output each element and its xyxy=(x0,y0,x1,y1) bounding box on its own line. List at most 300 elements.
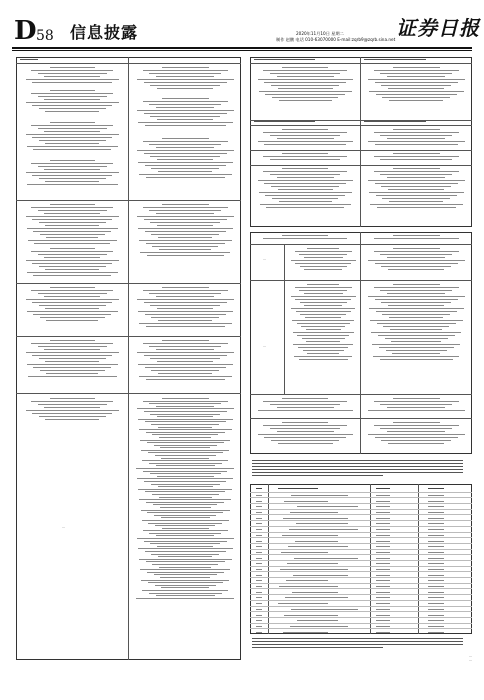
fine-print-line xyxy=(157,225,213,226)
table-cell-text xyxy=(376,592,390,593)
right-top-col-divider xyxy=(360,57,361,227)
fine-print-line xyxy=(31,93,113,94)
fine-print-line xyxy=(381,186,451,187)
fine-print-line xyxy=(137,299,234,300)
left-row-divider-2 xyxy=(16,200,241,201)
fine-print-line xyxy=(279,100,332,101)
fine-print-line xyxy=(368,260,465,261)
table-cell-text xyxy=(256,501,262,502)
fine-print-block xyxy=(22,398,122,422)
fine-print-line xyxy=(151,370,219,371)
fine-print-line xyxy=(44,296,100,297)
table-cell-text xyxy=(376,541,390,542)
fine-print-line xyxy=(292,320,354,321)
table-cell-text xyxy=(256,546,262,547)
fine-print-line xyxy=(32,105,112,106)
fine-print-line xyxy=(151,424,219,425)
fine-print-line xyxy=(145,165,226,166)
table-cell-text xyxy=(376,552,390,553)
table-cell-text xyxy=(279,586,338,587)
table-cell-text xyxy=(256,495,262,496)
table-cell-text xyxy=(376,575,390,576)
table-row xyxy=(250,628,472,635)
table-cell-text xyxy=(256,541,262,542)
fine-print-line xyxy=(27,184,118,185)
table-cell-text xyxy=(376,488,390,489)
fine-print-line xyxy=(307,353,339,354)
table-cell-text xyxy=(376,632,390,633)
notice-paragraph-lines xyxy=(252,460,470,478)
fine-print-line xyxy=(263,425,347,426)
fine-print-line xyxy=(137,478,233,479)
fine-print-line xyxy=(152,494,219,495)
fine-print-line xyxy=(376,94,457,95)
fine-print-line xyxy=(146,379,225,380)
fine-print-line xyxy=(39,305,106,306)
fine-print-line xyxy=(386,350,447,351)
table-cell-text xyxy=(296,523,348,524)
fine-print-line xyxy=(282,422,328,423)
fine-print-line xyxy=(31,125,113,126)
fine-print-line xyxy=(147,512,223,513)
table-cell-text xyxy=(256,558,262,559)
table-cell-text xyxy=(256,592,262,593)
fine-print-block xyxy=(254,129,356,147)
fine-print-line xyxy=(28,240,117,241)
fine-print-line xyxy=(382,314,450,315)
fine-print-line xyxy=(277,138,334,139)
fine-print-line xyxy=(38,254,107,255)
fine-print-line xyxy=(33,275,111,276)
table-cell-text xyxy=(256,523,262,524)
fine-print-line xyxy=(32,263,112,264)
table-cell-text xyxy=(428,620,444,621)
fine-print-line xyxy=(388,305,444,306)
fine-print-line xyxy=(254,121,315,122)
fine-print-line xyxy=(277,407,334,408)
fine-print-line xyxy=(382,97,450,98)
fine-print-line xyxy=(252,647,383,648)
fine-print-line xyxy=(152,246,218,247)
fine-print-line xyxy=(139,174,232,175)
table-cell-text xyxy=(428,603,444,604)
fine-print-line xyxy=(375,82,458,83)
fine-print-line xyxy=(158,373,212,374)
fine-print-line xyxy=(150,414,220,415)
fine-print-line xyxy=(272,97,338,98)
fine-print-block xyxy=(133,138,237,180)
fine-print-block xyxy=(364,422,468,446)
right-end-label: ... xyxy=(263,345,266,348)
fine-print-line xyxy=(392,353,440,354)
right-top-row-1 xyxy=(250,63,472,64)
fine-print-line xyxy=(150,543,220,544)
fine-print-block xyxy=(364,248,468,272)
table-cell-text xyxy=(428,609,444,610)
fine-print-line xyxy=(38,166,107,167)
fine-print-line xyxy=(264,82,346,83)
fine-print-block xyxy=(133,287,237,329)
fine-print-line xyxy=(158,556,212,557)
fine-print-line xyxy=(270,135,340,136)
table-cell-text xyxy=(256,535,262,536)
fine-print-line xyxy=(374,251,459,252)
fine-print-line xyxy=(387,293,445,294)
table-cell-text xyxy=(428,586,444,587)
table-cell-text xyxy=(428,488,444,489)
fine-print-line xyxy=(291,308,355,309)
table-cell-text xyxy=(428,529,444,530)
fine-print-block xyxy=(22,340,122,379)
table-cell-text xyxy=(256,586,262,587)
fine-print-line xyxy=(300,302,347,303)
right-mid-row-2 xyxy=(250,280,472,281)
fine-print-line xyxy=(33,231,111,232)
table-cell-text xyxy=(376,535,390,536)
fine-print-line xyxy=(33,314,111,315)
fine-print-line xyxy=(144,302,227,303)
table-cell-text xyxy=(428,535,444,536)
fine-print-line xyxy=(26,172,119,173)
fine-print-line xyxy=(136,468,234,469)
fine-print-line xyxy=(150,473,221,474)
fine-print-line xyxy=(161,458,209,459)
right-mid-row-3 xyxy=(250,394,472,395)
fine-print-line xyxy=(150,116,220,117)
signoff xyxy=(380,654,472,662)
fine-print-line xyxy=(263,156,347,157)
fine-print-line xyxy=(137,538,234,539)
fine-print-line xyxy=(143,290,228,291)
fine-print-line xyxy=(374,287,459,288)
table-cell-text xyxy=(428,592,444,593)
fine-print-line xyxy=(31,401,113,402)
fine-print-line xyxy=(140,569,230,570)
fine-print-line xyxy=(26,79,119,80)
fine-print-line xyxy=(145,551,226,552)
fine-print-line xyxy=(150,156,220,157)
fine-print-line xyxy=(45,419,99,420)
table-cell-text xyxy=(428,569,444,570)
fine-print-line xyxy=(374,171,459,172)
fine-print-line xyxy=(151,317,219,318)
section-title: 信息披露 xyxy=(70,23,139,42)
fine-print-line xyxy=(142,590,228,591)
fine-print-line xyxy=(44,213,100,214)
fine-print-line xyxy=(279,201,332,202)
fine-print-line xyxy=(299,290,347,291)
fine-print-line xyxy=(28,376,117,377)
fine-print-line xyxy=(254,59,315,60)
left-header xyxy=(20,59,50,61)
fine-print-line xyxy=(40,370,105,371)
fine-print-line xyxy=(148,523,222,524)
fine-print-line xyxy=(291,296,356,297)
fine-print-line xyxy=(374,156,459,157)
fine-print-line xyxy=(375,263,458,264)
fine-print-line xyxy=(252,463,463,464)
fine-print-line xyxy=(364,121,426,122)
fine-print-line xyxy=(156,213,214,214)
footer-paragraph-lines xyxy=(252,638,470,650)
fine-print-line xyxy=(149,463,222,464)
fine-print-line xyxy=(145,314,226,315)
table-cell-text xyxy=(284,615,338,616)
fine-print-line xyxy=(148,582,223,583)
fine-print-line xyxy=(144,541,227,542)
fine-print-line xyxy=(263,132,347,133)
table-cell-text xyxy=(256,597,262,598)
fine-print-line xyxy=(139,499,231,500)
fine-print-line xyxy=(143,530,228,531)
fine-print-line xyxy=(272,198,338,199)
fine-print-line xyxy=(295,299,351,300)
fine-print-line xyxy=(370,320,463,321)
fine-print-line xyxy=(372,344,460,345)
fine-print-line xyxy=(31,343,113,344)
fine-print-block xyxy=(22,248,122,278)
table-cell-text xyxy=(295,541,338,542)
table-cell-text xyxy=(280,569,348,570)
fine-print-block xyxy=(133,98,237,128)
fine-print-line xyxy=(264,437,346,438)
fine-print-line xyxy=(387,177,445,178)
fine-print-line xyxy=(299,254,347,255)
table-cell-text xyxy=(376,615,390,616)
fine-print-line xyxy=(307,248,339,249)
fine-print-line xyxy=(380,254,452,255)
fine-print-line xyxy=(26,299,119,300)
table-cell-text xyxy=(376,518,390,519)
fine-print-line xyxy=(263,401,347,402)
table-cell-text xyxy=(376,501,390,502)
fine-print-line xyxy=(140,252,230,253)
fine-print-line xyxy=(139,376,232,377)
fine-print-block xyxy=(364,284,468,362)
fine-print-line xyxy=(300,266,347,267)
fine-print-block xyxy=(364,67,468,103)
fine-print-line xyxy=(39,222,106,223)
fine-print-line xyxy=(270,73,340,74)
fine-print-line xyxy=(364,59,426,60)
fine-print-line xyxy=(282,153,328,154)
fine-print-line xyxy=(160,447,210,448)
table-cell-text xyxy=(376,609,390,610)
fine-print-line xyxy=(155,455,216,456)
fine-print-line xyxy=(259,192,352,193)
fine-print-line xyxy=(252,466,463,467)
table-cell-text xyxy=(256,518,262,519)
contact-line: 制作 赵鹏 电话 010-63070000 E-mail:zqrb9@zqrb.sina.net xyxy=(276,37,396,42)
fine-print-line xyxy=(381,302,451,303)
fine-print-block xyxy=(288,248,358,272)
fine-print-line xyxy=(304,305,342,306)
fine-print-line xyxy=(258,410,353,411)
fine-print-line xyxy=(39,266,106,267)
fine-print-line xyxy=(158,486,213,487)
fine-print-line xyxy=(160,507,211,508)
table-cell-text xyxy=(256,506,262,507)
table-cell-text xyxy=(376,603,390,604)
table-cell-text xyxy=(281,552,328,553)
fine-print-line xyxy=(271,440,339,441)
fine-print-line xyxy=(293,344,353,345)
fine-print-line xyxy=(252,644,463,645)
fine-print-line xyxy=(305,317,341,318)
fine-print-line xyxy=(150,85,220,86)
right-mid-label-divider xyxy=(284,244,285,394)
fine-print-line xyxy=(151,168,219,169)
fine-print-block xyxy=(254,422,356,446)
fine-print-line xyxy=(138,122,233,123)
signoff-line-1: ... xyxy=(469,654,472,658)
fine-print-block xyxy=(133,204,237,258)
fine-print-line xyxy=(270,428,340,429)
fine-print-line xyxy=(381,85,451,86)
fine-print-block xyxy=(254,153,356,162)
fine-print-line xyxy=(154,445,217,446)
fine-print-line xyxy=(141,580,229,581)
fine-print-line xyxy=(393,129,440,130)
fine-print-line xyxy=(381,266,451,267)
table-cell-text xyxy=(428,580,444,581)
fine-print-line xyxy=(252,469,463,470)
fine-print-line xyxy=(301,326,345,327)
table-cell-text xyxy=(376,580,390,581)
fine-print-block xyxy=(288,284,358,362)
fine-print-line xyxy=(304,269,342,270)
fine-print-line xyxy=(383,326,449,327)
table-cell-text xyxy=(428,518,444,519)
fine-print-line xyxy=(33,149,111,150)
fine-print-line xyxy=(144,113,227,114)
fine-print-line xyxy=(302,338,345,339)
fine-print-block xyxy=(22,287,122,323)
fine-print-line xyxy=(50,204,95,205)
fine-print-line xyxy=(137,79,234,80)
fine-print-line xyxy=(31,163,113,164)
fine-print-line xyxy=(140,440,230,441)
fine-print-line xyxy=(32,82,112,83)
fine-print-line xyxy=(282,398,328,399)
fine-print-line xyxy=(150,358,220,359)
left-mid-label: ... xyxy=(62,526,65,529)
fine-print-line xyxy=(277,177,334,178)
fine-print-line xyxy=(393,235,440,236)
fine-print-line xyxy=(393,168,440,169)
fine-print-line xyxy=(258,141,353,142)
table-cell-text xyxy=(278,603,328,604)
fine-print-line xyxy=(378,335,455,336)
fine-print-block xyxy=(22,204,122,246)
fine-print-line xyxy=(376,195,457,196)
fine-print-line xyxy=(144,153,227,154)
table-cell-text xyxy=(278,488,318,489)
fine-print-line xyxy=(160,577,210,578)
fine-print-line xyxy=(375,437,458,438)
fine-print-line xyxy=(387,431,445,432)
fine-print-line xyxy=(157,308,213,309)
fine-print-block xyxy=(133,67,237,91)
table-cell-text xyxy=(428,552,444,553)
fine-print-line xyxy=(137,352,234,353)
table-cell-text xyxy=(289,529,358,530)
right-mid-col-divider xyxy=(360,232,361,454)
fine-print-line xyxy=(270,404,340,405)
table-cell-text xyxy=(288,546,348,547)
fine-print-line xyxy=(162,98,209,99)
fine-print-line xyxy=(388,269,444,270)
fine-print-line xyxy=(380,135,452,136)
fine-print-line xyxy=(138,489,232,490)
table-cell-text xyxy=(256,620,262,621)
fine-print-line xyxy=(144,481,226,482)
fine-print-line xyxy=(306,329,341,330)
fine-print-line xyxy=(374,425,459,426)
fine-print-line xyxy=(32,175,112,176)
fine-print-line xyxy=(141,450,229,451)
fine-print-line xyxy=(393,67,440,68)
fine-print-line xyxy=(162,398,209,399)
fine-print-line xyxy=(369,308,464,309)
fine-print-line xyxy=(38,128,107,129)
fine-print-line xyxy=(154,515,216,516)
fine-print-block xyxy=(22,90,122,114)
fine-print-line xyxy=(50,340,95,341)
fine-print-line xyxy=(278,443,333,444)
fine-print-line xyxy=(38,293,107,294)
fine-print-line xyxy=(304,293,343,294)
fine-print-line xyxy=(282,168,328,169)
fine-print-line xyxy=(38,210,107,211)
fine-print-line xyxy=(380,159,452,160)
fine-print-line xyxy=(282,129,328,130)
fine-print-block xyxy=(254,398,356,413)
fine-print-line xyxy=(368,296,465,297)
table-cell-text xyxy=(428,563,444,564)
table-cell-text xyxy=(256,609,262,610)
fine-print-line xyxy=(291,260,356,261)
fine-print-line xyxy=(50,248,95,249)
fine-print-line xyxy=(151,234,219,235)
fine-print-line xyxy=(382,198,450,199)
fine-print-line xyxy=(146,243,225,244)
fine-print-line xyxy=(45,308,99,309)
fine-print-line xyxy=(252,472,463,473)
fine-print-line xyxy=(266,207,344,208)
left-row-divider-5 xyxy=(16,393,241,394)
page-number: 58 xyxy=(36,28,54,44)
fine-print-line xyxy=(138,311,233,312)
fine-print-line xyxy=(26,216,119,217)
fine-print-line xyxy=(20,59,38,60)
right-top-header-right xyxy=(364,59,468,61)
table-cell-text xyxy=(428,501,444,502)
fine-print-line xyxy=(156,595,215,596)
fine-print-line xyxy=(368,180,465,181)
fine-print-line xyxy=(295,287,352,288)
fine-print-line xyxy=(381,440,451,441)
table-cell-text xyxy=(376,620,390,621)
table-cell-text xyxy=(283,632,328,633)
fine-print-line xyxy=(137,216,234,217)
fine-print-line xyxy=(277,76,334,77)
fine-print-line xyxy=(297,323,350,324)
fine-print-line xyxy=(159,497,212,498)
fine-print-line xyxy=(141,510,230,511)
fine-print-line xyxy=(152,564,218,565)
fine-print-line xyxy=(156,535,214,536)
